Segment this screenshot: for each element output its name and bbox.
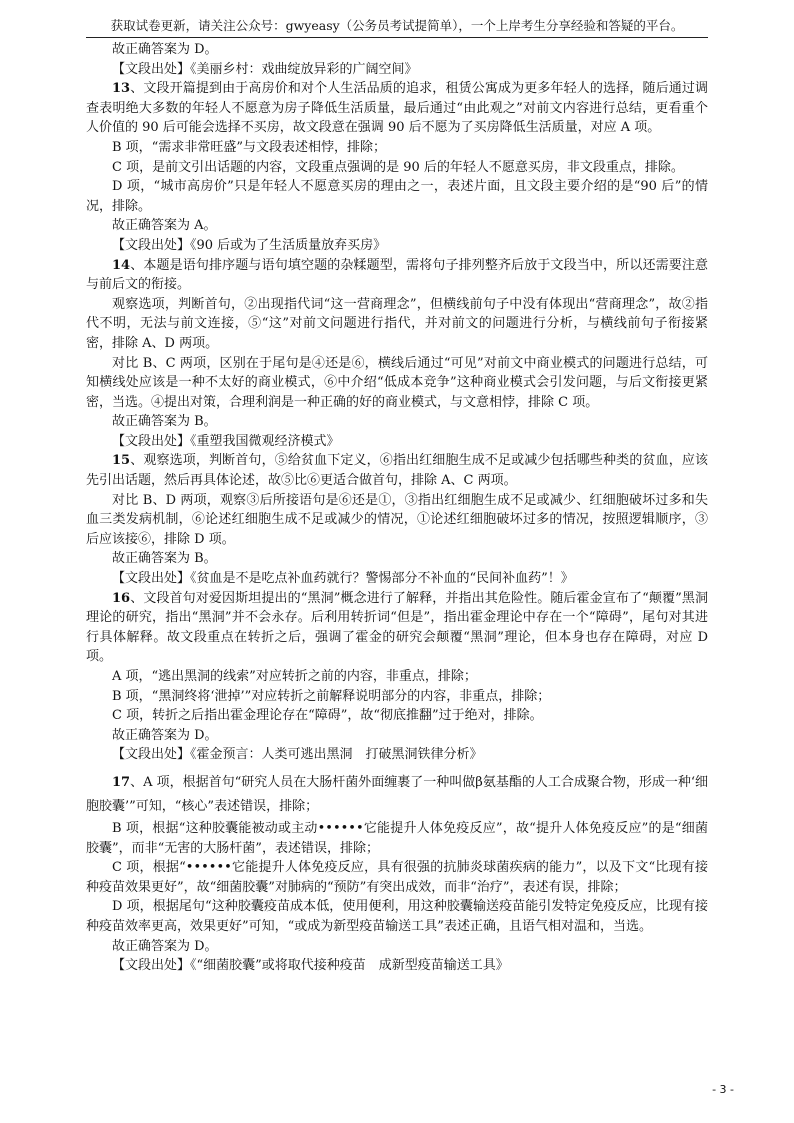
paragraph: [86, 858, 708, 897]
paragraph-text: 【文段出处】《90 后或为了生活质量放弃买房》: [112, 237, 387, 253]
paragraph: [86, 79, 708, 138]
paragraph-text: A 项，“逃出黑洞的线索”对应转折之前的内容，非重点，排除；: [112, 669, 477, 684]
paragraph-text: 故正确答案为 A。: [112, 218, 217, 234]
paragraph-text: C 项，是前文引出话题的内容，文段重点强调的是 90 后的年轻人不愿意买房，非文段重点，排除。: [112, 159, 684, 175]
paragraph-text: 故正确答案为 B。: [112, 551, 217, 567]
question-number: 13: [112, 81, 131, 97]
paragraph: [86, 819, 708, 858]
paragraph-text: 、本题是语句排序题与语句填空题的杂糅题型，需将句子排列整齐后放于文段当中，所以还需要注意与前后文的衔接。: [86, 257, 708, 293]
explanation-group: [86, 819, 708, 976]
paragraph-text: 、文段首句对爱因斯坦提出的“黑洞”概念进行了解释，并指出其危险性。随后霍金宣布了“颠覆”黑洞理论的研究，指出“黑洞”并不会永存。后利用转折词“但是”，指出霍金理论中存在一个“障碍”，尾句对其进行具体解释。故文段重点在转折之后，强调了霍金的研究会颠覆“黑洞”理论，但本身也存在障碍，对应 D 项。: [86, 590, 708, 665]
paragraph: [86, 589, 708, 667]
paragraph-text: 故正确答案为 D。: [112, 727, 218, 743]
paragraph-text: 故正确答案为 D。: [112, 938, 218, 954]
paragraph-text: 观察选项，判断首句，②出现指代词“这一营商理念”，但横线前句子中没有体现出“营商理念”，故②指代不明，无法与前文连接，⑤“这”对前文问题进行指代，并对前文的问题进行分析，与横线前句子衔接紧密，排除 A、D 两项。: [86, 296, 708, 351]
paragraph: [86, 937, 708, 957]
paragraph-text: 【文段出处】《美丽乡村：戏曲绽放异彩的广阔空间》: [112, 61, 418, 77]
paragraph: [86, 138, 708, 158]
paragraph-text: 、A 项，根据首句“研究人员在大肠杆菌外面缠裹了一种叫做β氨基酯的人工合成聚合物，形成一种‘细胞胶囊’”可知，“核心”表述错误，排除；: [86, 774, 708, 814]
paragraph: [86, 216, 708, 236]
paragraph: [86, 569, 708, 589]
paragraph: [86, 897, 708, 936]
paragraph: [86, 687, 708, 707]
paragraph: [86, 956, 708, 976]
question-number: 14: [112, 257, 131, 273]
paragraph: [86, 726, 708, 746]
paragraph: [86, 177, 708, 216]
paragraph: [86, 295, 708, 354]
paragraph: [86, 40, 708, 60]
paragraph: [86, 412, 708, 432]
paragraph-text: B 项，根据“这种胶囊能被动或主动••••••它能提升人体免疫反应”，故“提升人体免疫反应”的是“细菌胶囊”，而非“无害的大肠杆菌”，表述错误，排除；: [86, 820, 708, 856]
paragraph-text: 、文段开篇提到由于高房价和对个人生活品质的追求，租赁公寓成为更多年轻人的选择，随后通过调查表明绝大多数的年轻人不愿意为房子降低生活质量，最后通过“由此观之”对前文内容进行总结，更看重个人价值的 90 后可能会选择不买房，故文段意在强调 90 后不愿为了买房降低生活质量，对应 A 项。: [86, 81, 708, 136]
paragraph-text: D 项，根据尾句“这种胶囊疫苗成本低，使用便利，用这种胶囊输送疫苗能引发特定免疫反应，比现有接种疫苗效率更高，效果更好”可知，“或成为新型疫苗输送工具”表述正确，且语气相对温和，当选。: [86, 899, 708, 934]
paragraph-text: 【文段出处】《重塑我国微观经济模式》: [112, 433, 340, 449]
paragraph: [86, 432, 708, 452]
paragraph-text: 【文段出处】《“细菌胶囊”或将取代接种疫苗 成新型疫苗输送工具》: [112, 958, 509, 974]
paragraph-text: 【文段出处】《贫血是不是吃点补血药就行？警惕部分不补血的“民间补血药”！》: [112, 571, 574, 587]
paragraph-text: C 项，转折之后指出霍金理论存在“障碍”，故“彻底推翻”过于绝对，排除。: [112, 708, 543, 724]
page-number: - 3 -: [712, 1083, 734, 1096]
paragraph-text: B 项，“需求非常旺盛”与文段表述相悖，排除；: [112, 139, 386, 155]
paragraph-text: 故正确答案为 D。: [112, 42, 218, 57]
explanation-group: [86, 40, 708, 765]
page-header: 获取试卷更新，请关注公众号：gwyeasy（公务员考试提简单），一个上岸考生分享经验和答疑的平台。: [86, 18, 708, 38]
paragraph-text: 故正确答案为 B。: [112, 414, 217, 430]
paragraph-text: 【文段出处】《霍金预言：人类可逃出黑洞 打破黑洞铁律分析》: [112, 747, 483, 763]
paragraph: [86, 667, 708, 687]
paragraph-text: 、观察选项，判断首句，⑤给贫血下定义，⑥指出红细胞生成不足或减少包括哪些种类的贫血，应该先引出话题，然后再具体论述，故⑤比⑥更适合做首句，排除 A、C 两项。: [86, 453, 708, 489]
paragraph: [86, 706, 708, 726]
paragraph-text: 对比 B、D 两项，观察③后所接语句是⑥还是①，③指出红细胞生成不足或减少、红细胞破坏过多和失血三类发病机制，⑥论述红细胞生成不足或减少的情况，①论述红细胞破坏过多的情况，按照逻辑顺序，③后应该接⑥，排除 D 项。: [86, 492, 708, 547]
paragraph: [86, 158, 708, 178]
paragraph: [86, 256, 708, 295]
paragraph-text: B 项，“黑洞终将‘泄掉’”对应转折之前解释说明部分的内容，非重点，排除；: [112, 688, 551, 704]
question-number: 15: [112, 453, 131, 469]
question-number: 17: [112, 774, 131, 790]
answer-explanations: [86, 40, 708, 976]
paragraph: [86, 236, 708, 256]
question-number: 16: [112, 590, 131, 606]
paragraph: [86, 60, 708, 80]
paragraph: [86, 745, 708, 765]
paragraph-text: D 项，“城市高房价”只是年轻人不愿意买房的理由之一，表述片面，且文段主要介绍的是“90 后”的情况，排除。: [86, 179, 708, 214]
paragraph-text: C 项，根据“••••••它能提升人体免疫反应，具有很强的抗肺炎球菌疾病的能力”，以及下文“比现有接种疫苗效果更好”，故“细菌胶囊”对肺病的“预防”有突出成效，而非“治疗”，表述有误，排除；: [86, 860, 708, 895]
paragraph: [86, 354, 708, 413]
paragraph-text: 对比 B、C 两项，区别在于尾句是④还是⑥，横线后通过“可见”对前文中商业模式的问题进行总结，可知横线处应该是一种不太好的商业模式，⑥中介绍“低成本竞争”这种商业模式会引发问题，与后文衔接更紧密，当选。④提出对策，合理利润是一种正确的好的商业模式，与文意相悖，排除 C 项。: [86, 355, 708, 410]
paragraph: [86, 451, 708, 490]
question-17-paragraph: [86, 771, 708, 819]
paragraph: [86, 549, 708, 569]
paragraph: [86, 491, 708, 550]
